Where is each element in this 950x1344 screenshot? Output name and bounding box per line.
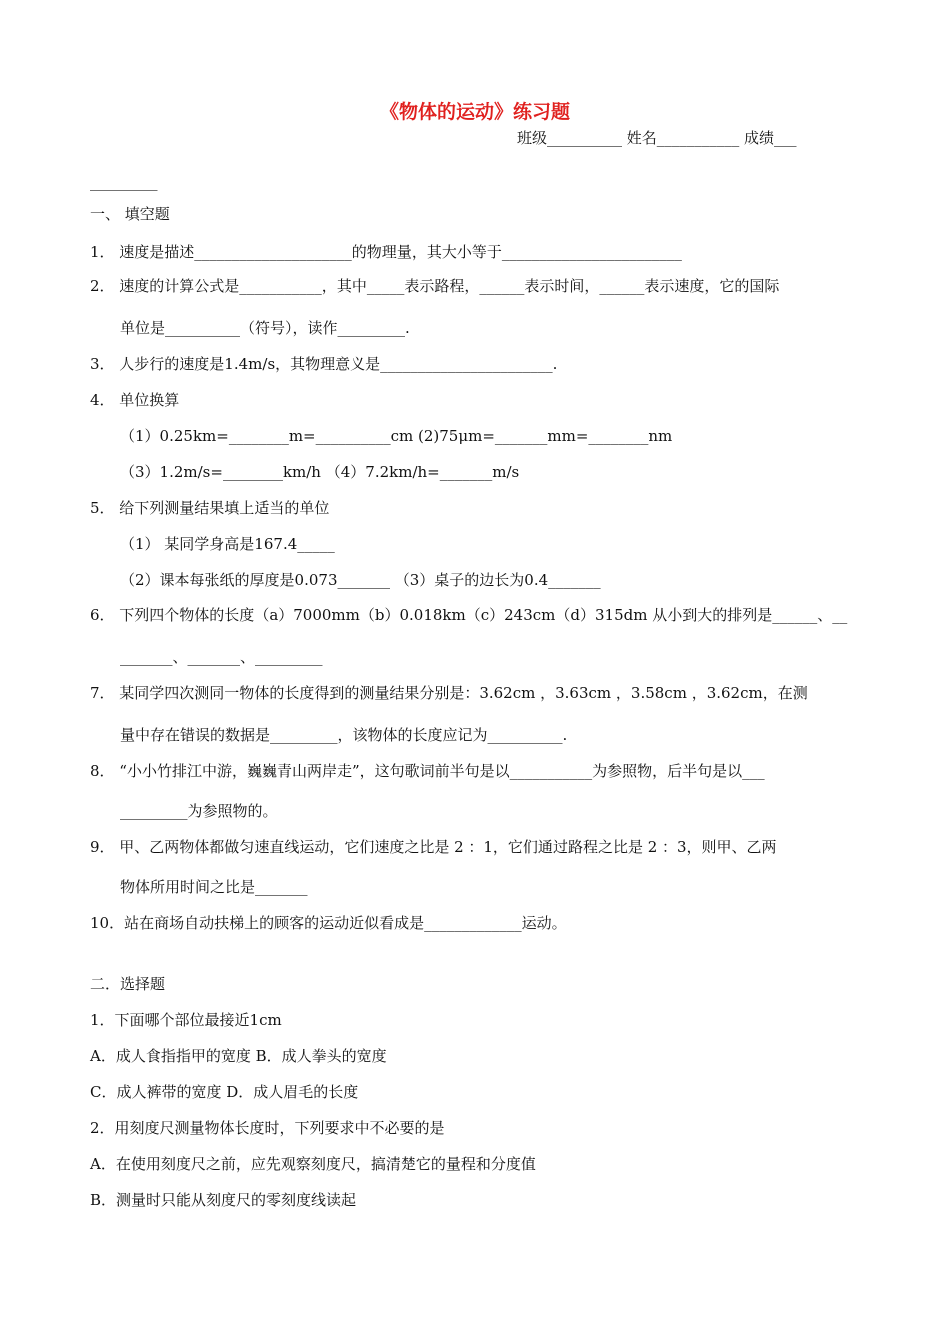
question-6-cont: _______、_______、_________ xyxy=(120,648,323,666)
choice-question-1-options-ab: A．成人食指指甲的宽度 B．成人拳头的宽度 xyxy=(90,1047,387,1065)
choice-question-1-options-cd: C．成人裤带的宽度 D．成人眉毛的长度 xyxy=(90,1083,359,1101)
choice-question-2-option-a: A．在使用刻度尺之前，应先观察刻度尺，搞清楚它的量程和分度值 xyxy=(90,1155,536,1173)
question-8: 8． “小小竹排江中游，巍巍青山两岸走”，这句歌词前半句是以___________为参照物，后半句是以___ xyxy=(90,762,765,780)
question-7-cont: 量中存在错误的数据是_________，该物体的长度应记为__________. xyxy=(120,726,568,744)
student-info-line: 班级__________ 姓名___________ 成绩___ xyxy=(517,129,797,147)
section-heading-choice: 二．选择题 xyxy=(90,975,166,993)
choice-question-2: 2．用刻度尺测量物体长度时，下列要求中不必要的是 xyxy=(90,1119,445,1137)
question-4-part-a: （1）0.25km=________m=__________cm (2)75μm=_______mm=________nm xyxy=(120,427,673,445)
question-5-part-b: （2）课本每张纸的厚度是0.073_______ （3）桌子的边长为0.4_______ xyxy=(120,571,601,589)
question-3: 3． 人步行的速度是1.4m/s，其物理意义是_______________________. xyxy=(90,355,558,373)
choice-question-1: 1．下面哪个部位最接近1cm xyxy=(90,1011,282,1029)
question-9-cont: 物体所用时间之比是_______ xyxy=(120,878,308,896)
question-2: 2． 速度的计算公式是___________，其中_____表示路程，______表示时间，______表示速度，它的国际 xyxy=(90,277,780,295)
question-7: 7． 某同学四次测同一物体的长度得到的测量结果分别是：3.62cm ，3.63cm ，3.58cm ，3.62cm，在测 xyxy=(90,684,808,702)
question-1: 1． 速度是描述_____________________的物理量，其大小等于________________________ xyxy=(90,243,682,261)
question-4-part-b: （3）1.2m/s=________km/h （4）7.2km/h=_______m/s xyxy=(120,463,520,481)
question-2-cont: 单位是__________（符号），读作_________. xyxy=(120,319,410,337)
question-6: 6． 下列四个物体的长度（a）7000mm（b）0.018km（c）243cm（d）315dm 从小到大的排列是______、__ xyxy=(90,606,848,624)
question-9: 9． 甲、乙两物体都做匀速直线运动，它们速度之比是 2 ：1，它们通过路程之比是 2 ：3，则甲、乙两 xyxy=(90,838,777,856)
section-heading-fill-blank: 一、 填空题 xyxy=(90,205,170,223)
question-8-cont: _________为参照物的。 xyxy=(120,802,278,820)
question-5-part-a: （1） 某同学身高是167.4_____ xyxy=(120,535,335,553)
question-4: 4． 单位换算 xyxy=(90,391,180,409)
question-5: 5． 给下列测量结果填上适当的单位 xyxy=(90,499,330,517)
choice-question-2-option-b: B．测量时只能从刻度尺的零刻度线读起 xyxy=(90,1191,357,1209)
student-info-line-cont: _________ xyxy=(90,173,158,191)
question-10: 10．站在商场自动扶梯上的顾客的运动近似看成是_____________运动。 xyxy=(90,914,567,932)
page-title: 《物体的运动》练习题 xyxy=(379,101,570,123)
